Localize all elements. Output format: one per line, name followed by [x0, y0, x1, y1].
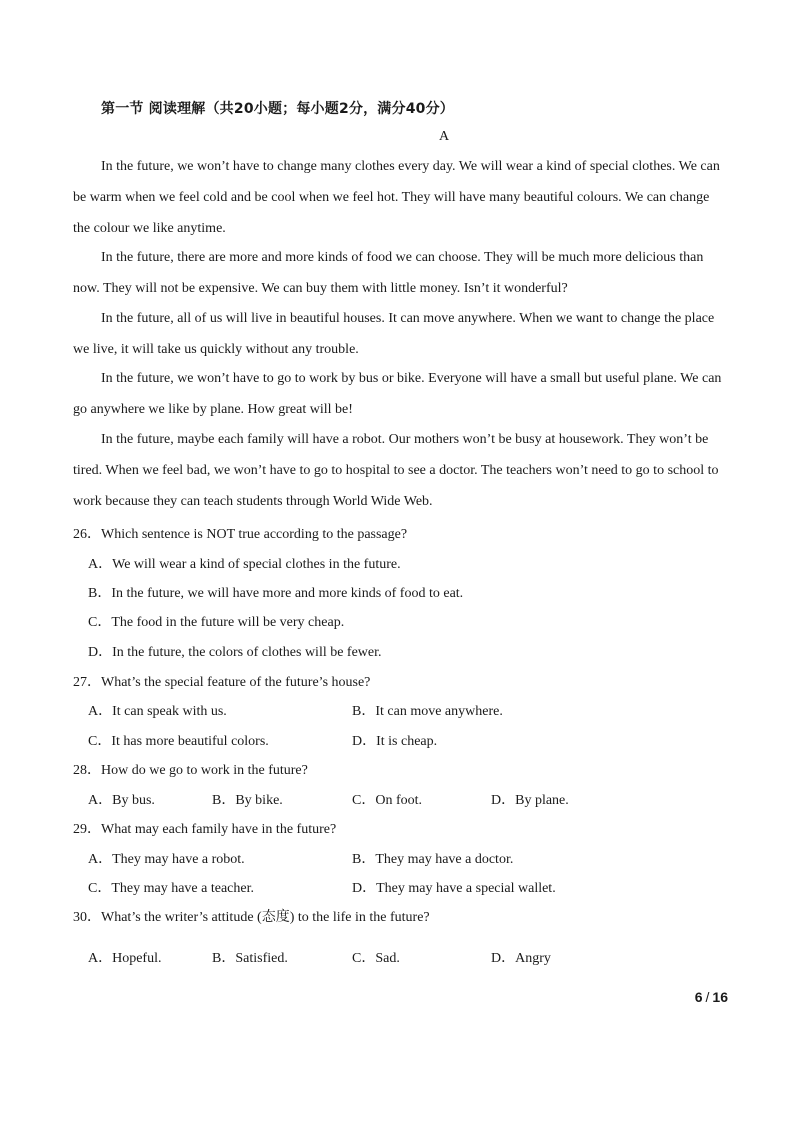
passage-line: we live, it will take us quickly without any trouble.: [73, 342, 359, 357]
passage-line: tired. When we feel bad, we won’t have to go to hospital to see a doctor. The teachers won’t need to go to school to: [73, 463, 719, 478]
option-a[interactable]: A．It can speak with us.: [88, 704, 227, 719]
option-b[interactable]: B．By bike.: [212, 793, 283, 808]
passage-label: A: [439, 129, 450, 144]
option-c[interactable]: C．They may have a teacher.: [88, 881, 254, 896]
option-b[interactable]: B．Satisfied.: [212, 951, 288, 966]
page-number: [695, 989, 728, 1005]
option-c[interactable]: C．The food in the future will be very cheap.: [88, 615, 345, 630]
page-total: 16: [712, 989, 728, 1005]
page-current: 6: [694, 989, 703, 1005]
option-d[interactable]: D．By plane.: [491, 793, 569, 808]
page-separator: /: [705, 989, 710, 1005]
question-stem: 29．What may each family have in the future?: [73, 822, 337, 837]
option-c[interactable]: C．Sad.: [352, 951, 400, 966]
option-d[interactable]: D．In the future, the colors of clothes will be fewer.: [88, 645, 382, 660]
option-a[interactable]: A．Hopeful.: [88, 951, 162, 966]
passage-line: be warm when we feel cold and be cool when we feel hot. They will have many beautiful colours. We can change: [73, 190, 710, 205]
option-d[interactable]: D．It is cheap.: [352, 734, 438, 749]
passage-line: the colour we like anytime.: [73, 221, 226, 236]
option-b[interactable]: B．They may have a doctor.: [352, 852, 514, 867]
option-a[interactable]: A．By bus.: [88, 793, 155, 808]
option-b[interactable]: B．In the future, we will have more and more kinds of food to eat.: [88, 586, 464, 601]
passage-line: work because they can teach students through World Wide Web.: [73, 494, 433, 509]
option-b[interactable]: B．It can move anywhere.: [352, 704, 503, 719]
passage-line: now. They will not be expensive. We can buy them with little money. Isn’t it wonderful?: [73, 281, 568, 296]
section-title: 第一节 阅读理解（共20小题；每小题2分，满分40分）: [101, 101, 454, 117]
question-stem: 27．What’s the special feature of the future’s house?: [73, 675, 371, 690]
passage-line: In the future, all of us will live in beautiful houses. It can move anywhere. When we want to change the place: [101, 311, 715, 326]
passage-line: go anywhere we like by plane. How great will be!: [73, 402, 353, 417]
passage-line: In the future, we won’t have to go to work by bus or bike. Everyone will have a small but useful plane. We can: [101, 371, 722, 386]
passage-line: In the future, there are more and more kinds of food we can choose. They will be much more delicious than: [101, 250, 704, 265]
passage-line: In the future, maybe each family will have a robot. Our mothers won’t be busy at housework. They won’t be: [101, 432, 709, 447]
question-stem: 28．How do we go to work in the future?: [73, 763, 308, 778]
option-c[interactable]: C．It has more beautiful colors.: [88, 734, 269, 749]
option-a[interactable]: A．They may have a robot.: [88, 852, 245, 867]
option-d[interactable]: D．Angry: [491, 951, 551, 966]
option-a[interactable]: A．We will wear a kind of special clothes in the future.: [88, 557, 401, 572]
passage-line: In the future, we won’t have to change many clothes every day. We will wear a kind of special clothes. We can: [101, 159, 720, 174]
question-stem: 30．What’s the writer’s attitude (态度) to the life in the future?: [73, 910, 430, 925]
question-stem: 26．Which sentence is NOT true according to the passage?: [73, 527, 408, 542]
option-d[interactable]: D．They may have a special wallet.: [352, 881, 556, 896]
option-c[interactable]: C．On foot.: [352, 793, 422, 808]
